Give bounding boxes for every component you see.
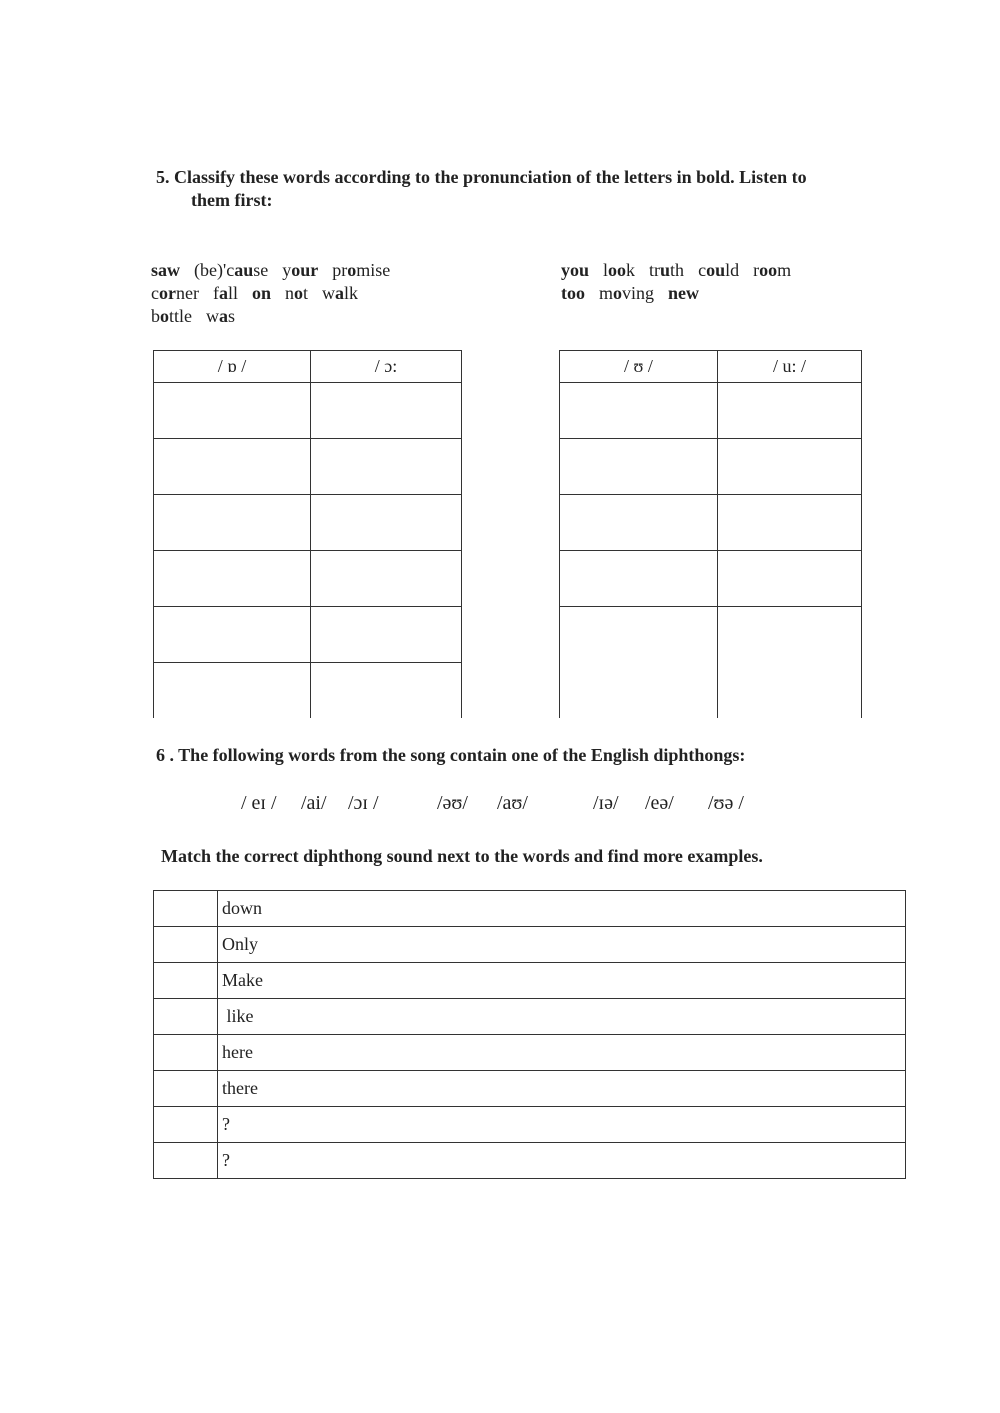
table-row bbox=[154, 1035, 906, 1071]
word-cell: Make bbox=[218, 963, 906, 999]
left-word-line-3 bbox=[151, 305, 404, 328]
left-table-header-2: / ɔ: bbox=[311, 351, 462, 383]
answer-cell[interactable] bbox=[154, 495, 311, 551]
diphthong-au: /aʊ/ bbox=[497, 792, 528, 814]
diphthong-ea: /eə/ bbox=[645, 792, 674, 814]
table-row bbox=[154, 1107, 906, 1143]
word: not bbox=[285, 283, 309, 303]
answer-cell[interactable] bbox=[718, 495, 862, 551]
table-row bbox=[154, 927, 906, 963]
word: truth bbox=[649, 260, 685, 280]
word: too bbox=[561, 283, 585, 303]
diphthong-answer-cell[interactable] bbox=[154, 927, 218, 963]
exercise-5-heading-line2: them first: bbox=[191, 190, 273, 210]
word: walk bbox=[322, 283, 359, 303]
word: could bbox=[698, 260, 740, 280]
word: moving bbox=[599, 283, 655, 303]
word: you bbox=[561, 260, 590, 280]
word: (be)'cause bbox=[194, 260, 269, 280]
answer-cell[interactable] bbox=[154, 663, 311, 719]
answer-cell[interactable] bbox=[560, 495, 718, 551]
word-cell: there bbox=[218, 1071, 906, 1107]
word: promise bbox=[332, 260, 391, 280]
table-row bbox=[154, 1071, 906, 1107]
answer-cell[interactable] bbox=[311, 663, 462, 719]
diphthong-answer-cell[interactable] bbox=[154, 891, 218, 927]
diphthong-answer-cell[interactable] bbox=[154, 1107, 218, 1143]
left-word-list bbox=[151, 259, 404, 328]
answer-cell[interactable] bbox=[560, 551, 718, 607]
right-table-header-2: / u: / bbox=[718, 351, 862, 383]
right-word-line-2 bbox=[561, 282, 805, 305]
diphthong-answer-cell[interactable] bbox=[154, 963, 218, 999]
answer-cell[interactable] bbox=[560, 439, 718, 495]
word-cell: like bbox=[218, 999, 906, 1035]
right-classify-table bbox=[559, 350, 862, 718]
diphthong-oi: /ɔɪ / bbox=[348, 792, 379, 814]
diphthong-answer-cell[interactable] bbox=[154, 1035, 218, 1071]
word-cell: ? bbox=[218, 1143, 906, 1179]
diphthong-ai: /ai/ bbox=[301, 792, 327, 814]
answer-cell[interactable] bbox=[311, 439, 462, 495]
word-cell: ? bbox=[218, 1107, 906, 1143]
word-cell: down bbox=[218, 891, 906, 927]
word: saw bbox=[151, 260, 181, 280]
exercise-5-heading-line1: 5. Classify these words according to the pronunciation of the letters in bold. Listen to bbox=[156, 167, 807, 187]
left-classify-table bbox=[153, 350, 462, 718]
answer-cell[interactable] bbox=[311, 383, 462, 439]
table-row bbox=[154, 999, 906, 1035]
left-word-line-2 bbox=[151, 282, 404, 305]
answer-cell[interactable] bbox=[311, 607, 462, 663]
right-word-line-1 bbox=[561, 259, 805, 282]
table-row bbox=[154, 891, 906, 927]
word-cell: Only bbox=[218, 927, 906, 963]
answer-cell[interactable] bbox=[718, 383, 862, 439]
right-word-list bbox=[561, 259, 805, 305]
answer-cell[interactable] bbox=[560, 383, 718, 439]
answer-cell[interactable] bbox=[311, 495, 462, 551]
table-row bbox=[154, 963, 906, 999]
answer-cell[interactable] bbox=[718, 551, 862, 607]
diphthong-list bbox=[241, 792, 744, 815]
word: new bbox=[668, 283, 700, 303]
answer-cell[interactable] bbox=[560, 607, 718, 719]
word: was bbox=[206, 306, 236, 326]
word: on bbox=[252, 283, 272, 303]
word: your bbox=[282, 260, 319, 280]
answer-cell[interactable] bbox=[154, 551, 311, 607]
diphthong-ie: /ɪə/ bbox=[593, 792, 619, 814]
answer-cell[interactable] bbox=[311, 551, 462, 607]
word: look bbox=[603, 260, 636, 280]
diphthong-ua: /ʊə / bbox=[708, 792, 744, 814]
diphthong-answer-cell[interactable] bbox=[154, 999, 218, 1035]
answer-cell[interactable] bbox=[154, 439, 311, 495]
diphthong-match-table bbox=[153, 890, 906, 1179]
word: room bbox=[753, 260, 792, 280]
answer-cell[interactable] bbox=[718, 439, 862, 495]
answer-cell[interactable] bbox=[154, 383, 311, 439]
word-cell: here bbox=[218, 1035, 906, 1071]
word: bottle bbox=[151, 306, 192, 326]
answer-cell[interactable] bbox=[718, 607, 862, 719]
word: corner bbox=[151, 283, 199, 303]
exercise-6-instruction: Match the correct diphthong sound next to the words and find more examples. bbox=[161, 846, 763, 866]
exercise-5-heading bbox=[156, 166, 916, 212]
diphthong-answer-cell[interactable] bbox=[154, 1071, 218, 1107]
left-word-line-1 bbox=[151, 259, 404, 282]
diphthong-answer-cell[interactable] bbox=[154, 1143, 218, 1179]
diphthong-ei: / eɪ / bbox=[241, 792, 277, 814]
word: fall bbox=[212, 283, 238, 303]
table-row bbox=[154, 1143, 906, 1179]
answer-cell[interactable] bbox=[154, 607, 311, 663]
left-table-header-1: / ɒ / bbox=[154, 351, 311, 383]
right-table-header-1: / ʊ / bbox=[560, 351, 718, 383]
diphthong-ou: /əʊ/ bbox=[437, 792, 468, 814]
exercise-6-heading: 6 . The following words from the song contain one of the English diphthongs: bbox=[156, 745, 746, 765]
